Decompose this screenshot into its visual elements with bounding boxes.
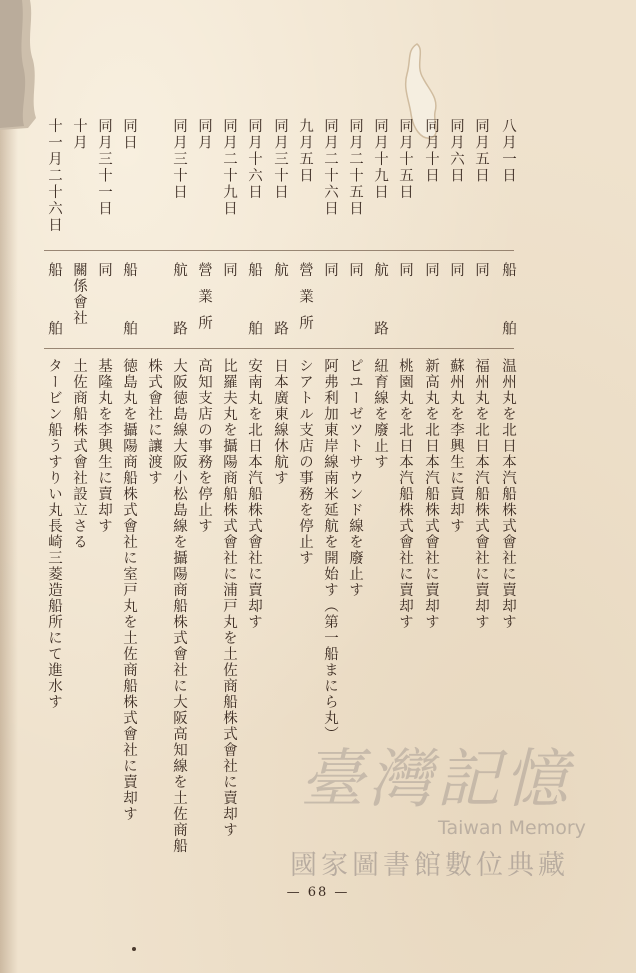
row-detail: タービン船うすりい丸長崎三菱造船所にて進水す	[46, 358, 62, 710]
row-date: 同月三十日	[272, 118, 288, 201]
row-date: 十月	[71, 118, 87, 151]
row-kind: 船舶	[46, 262, 62, 379]
row-kind: 營業所	[297, 262, 313, 342]
row-date: 同月五日	[473, 118, 489, 184]
row-date: 同月十五日	[397, 118, 413, 201]
row-kind: 同	[347, 262, 363, 278]
row-date: 同月十日	[423, 118, 439, 184]
row-date: 同月二十五日	[347, 118, 363, 217]
row-detail: 紐育線を廢止す	[372, 358, 388, 470]
row-date: 同月三十日	[171, 118, 187, 201]
row-kind: 同	[96, 262, 112, 278]
row-kind: 航路	[272, 262, 288, 379]
row-kind: 同	[423, 262, 439, 278]
binding-shadow	[0, 0, 18, 973]
row-date: 同月三十一日	[96, 118, 112, 217]
watermark-org: 國家圖書館數位典藏	[290, 850, 569, 881]
row-date: 十一月二十六日	[46, 118, 62, 234]
row-detail: 基隆丸を李興生に賣却す	[96, 358, 112, 534]
row-date: 九月五日	[297, 118, 313, 184]
row-kind: 船舶	[246, 262, 262, 379]
row-kind: 營業所	[196, 262, 212, 342]
row-detail: 高知支店の事務を停止す	[196, 358, 212, 534]
row-detail: 桃園丸を北日本汽船株式會社に賣却す	[397, 358, 413, 630]
row-date: 同日	[121, 118, 137, 151]
row-detail: 大阪徳島線大阪小松島線を攝陽商船株式會社に大阪高知線を土佐商船	[171, 358, 187, 854]
row-detail: 新高丸を北日本汽船株式會社に賣却す	[423, 358, 439, 630]
row-date: 同月十九日	[372, 118, 388, 201]
row-kind: 船舶	[500, 262, 516, 379]
row-kind: 船舶	[121, 262, 137, 379]
row-detail: 土佐商船株式會社設立さる	[71, 358, 87, 550]
row-kind: 同	[473, 262, 489, 278]
row-kind: 同	[322, 262, 338, 278]
row-date: 同月二十九日	[221, 118, 237, 217]
watermark-logo: 臺灣記憶	[300, 743, 572, 817]
row-detail: 福州丸を北日本汽船株式會社に賣却す	[473, 358, 489, 630]
row-detail: 阿弗利加東岸線南米延航を開始す（第一船まにら丸）	[322, 358, 338, 742]
row-detail: ピユーゼツトサウンド線を廢止す	[347, 358, 363, 598]
row-detail: 日本廣東線休航す	[272, 358, 288, 486]
row-date: 同月	[196, 118, 212, 151]
row-kind: 航路	[171, 262, 187, 379]
column-divider-top	[44, 250, 514, 251]
row-detail: 蘇州丸を李興生に賣却す	[448, 358, 464, 534]
row-kind: 同	[448, 262, 464, 278]
row-detail: 株式會社に讓渡す	[146, 358, 162, 486]
row-detail: 安南丸を北日本汽船株式會社に賣却す	[246, 358, 262, 630]
row-detail: 徳島丸を攝陽商船株式會社に室戸丸を土佐商船株式會社に賣却す	[121, 358, 137, 822]
row-date: 同月二十六日	[322, 118, 338, 217]
row-date: 同月十六日	[246, 118, 262, 201]
page-number: — 68 —	[286, 885, 350, 900]
row-kind: 同	[397, 262, 413, 278]
row-date: 同月六日	[448, 118, 464, 184]
row-kind: 關係會社	[71, 262, 87, 326]
watermark-english: Taiwan Memory	[438, 817, 586, 839]
row-detail: シアトル支店の事務を停止す	[297, 358, 313, 566]
row-kind: 同	[221, 262, 237, 278]
torn-corner	[0, 0, 38, 135]
row-date: 八月一日	[500, 118, 516, 184]
row-detail: 比羅夫丸を攝陽商船株式會社に浦戸丸を土佐商船株式會社に賣却す	[221, 358, 237, 838]
ink-dot	[132, 947, 136, 951]
row-detail: 温州丸を北日本汽船株式會社に賣却す	[500, 358, 516, 630]
row-kind: 航路	[372, 262, 388, 379]
